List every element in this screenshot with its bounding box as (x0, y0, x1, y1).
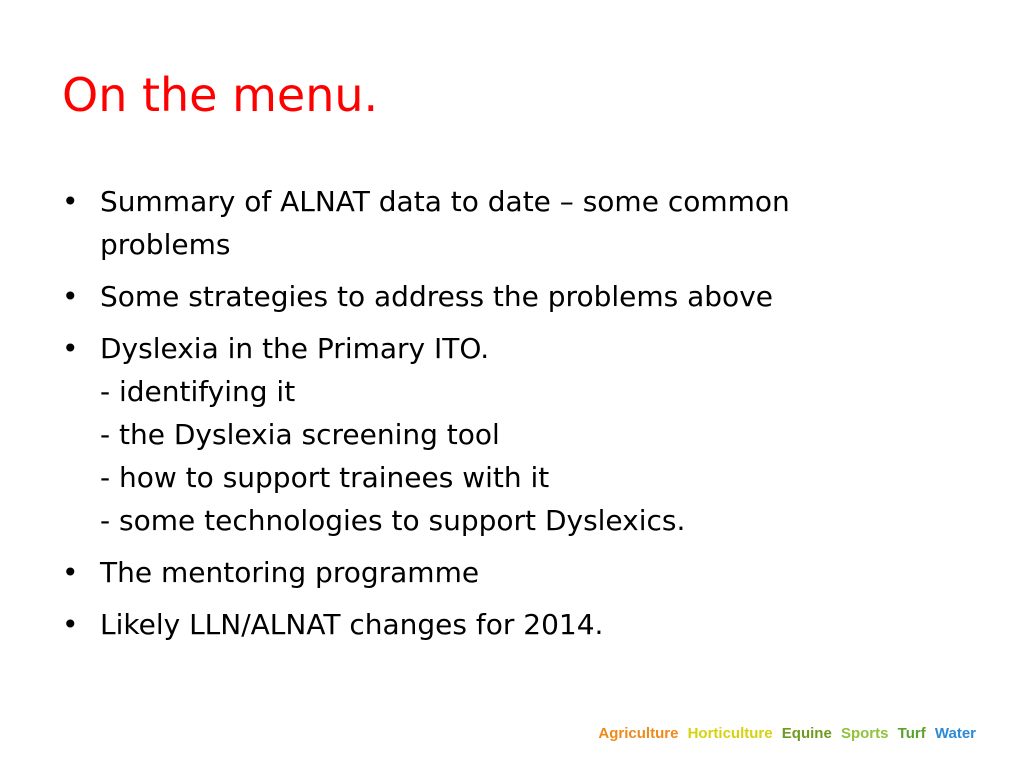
footer-word-equine: Equine (781, 725, 832, 742)
bullet-item-strategies (62, 275, 942, 318)
footer-word-sports: Sports (840, 725, 889, 742)
slide-title: On the menu. (62, 68, 379, 122)
bullet-dot-icon: • (62, 185, 79, 218)
bullet-dot-icon: • (62, 332, 79, 365)
bullet-dot-icon: • (62, 608, 79, 641)
footer-word-agriculture: Agriculture (598, 725, 679, 742)
bullet-dot-icon: • (62, 280, 79, 313)
bullet-dot-icon: • (62, 556, 79, 589)
bullet-item-mentoring (62, 551, 942, 594)
footer-word-turf: Turf (897, 725, 926, 742)
bullet-item-dyslexia (62, 327, 942, 542)
footer-tagline (598, 724, 976, 744)
sub-point-line: - the Dyslexia screening tool (100, 418, 500, 451)
bullet-line: Summary of ALNAT data to date – some common (100, 185, 790, 218)
sub-point-line: - some technologies to support Dyslexics. (100, 504, 686, 537)
bullet-line: Dyslexia in the Primary ITO. (100, 332, 490, 365)
footer-word-horticulture: Horticulture (687, 725, 773, 742)
bullet-line: problems (100, 228, 231, 261)
bullet-item-changes (62, 603, 942, 646)
bullet-line: The mentoring programme (100, 556, 480, 589)
bullet-line: Likely LLN/ALNAT changes for 2014. (100, 608, 604, 641)
bullet-list (62, 180, 942, 655)
bullet-line: Some strategies to address the problems above (100, 280, 773, 313)
bullet-item-summary (62, 180, 942, 266)
footer-word-water: Water (934, 725, 976, 742)
sub-point-line: - identifying it (100, 375, 296, 408)
sub-point-line: - how to support trainees with it (100, 461, 550, 494)
